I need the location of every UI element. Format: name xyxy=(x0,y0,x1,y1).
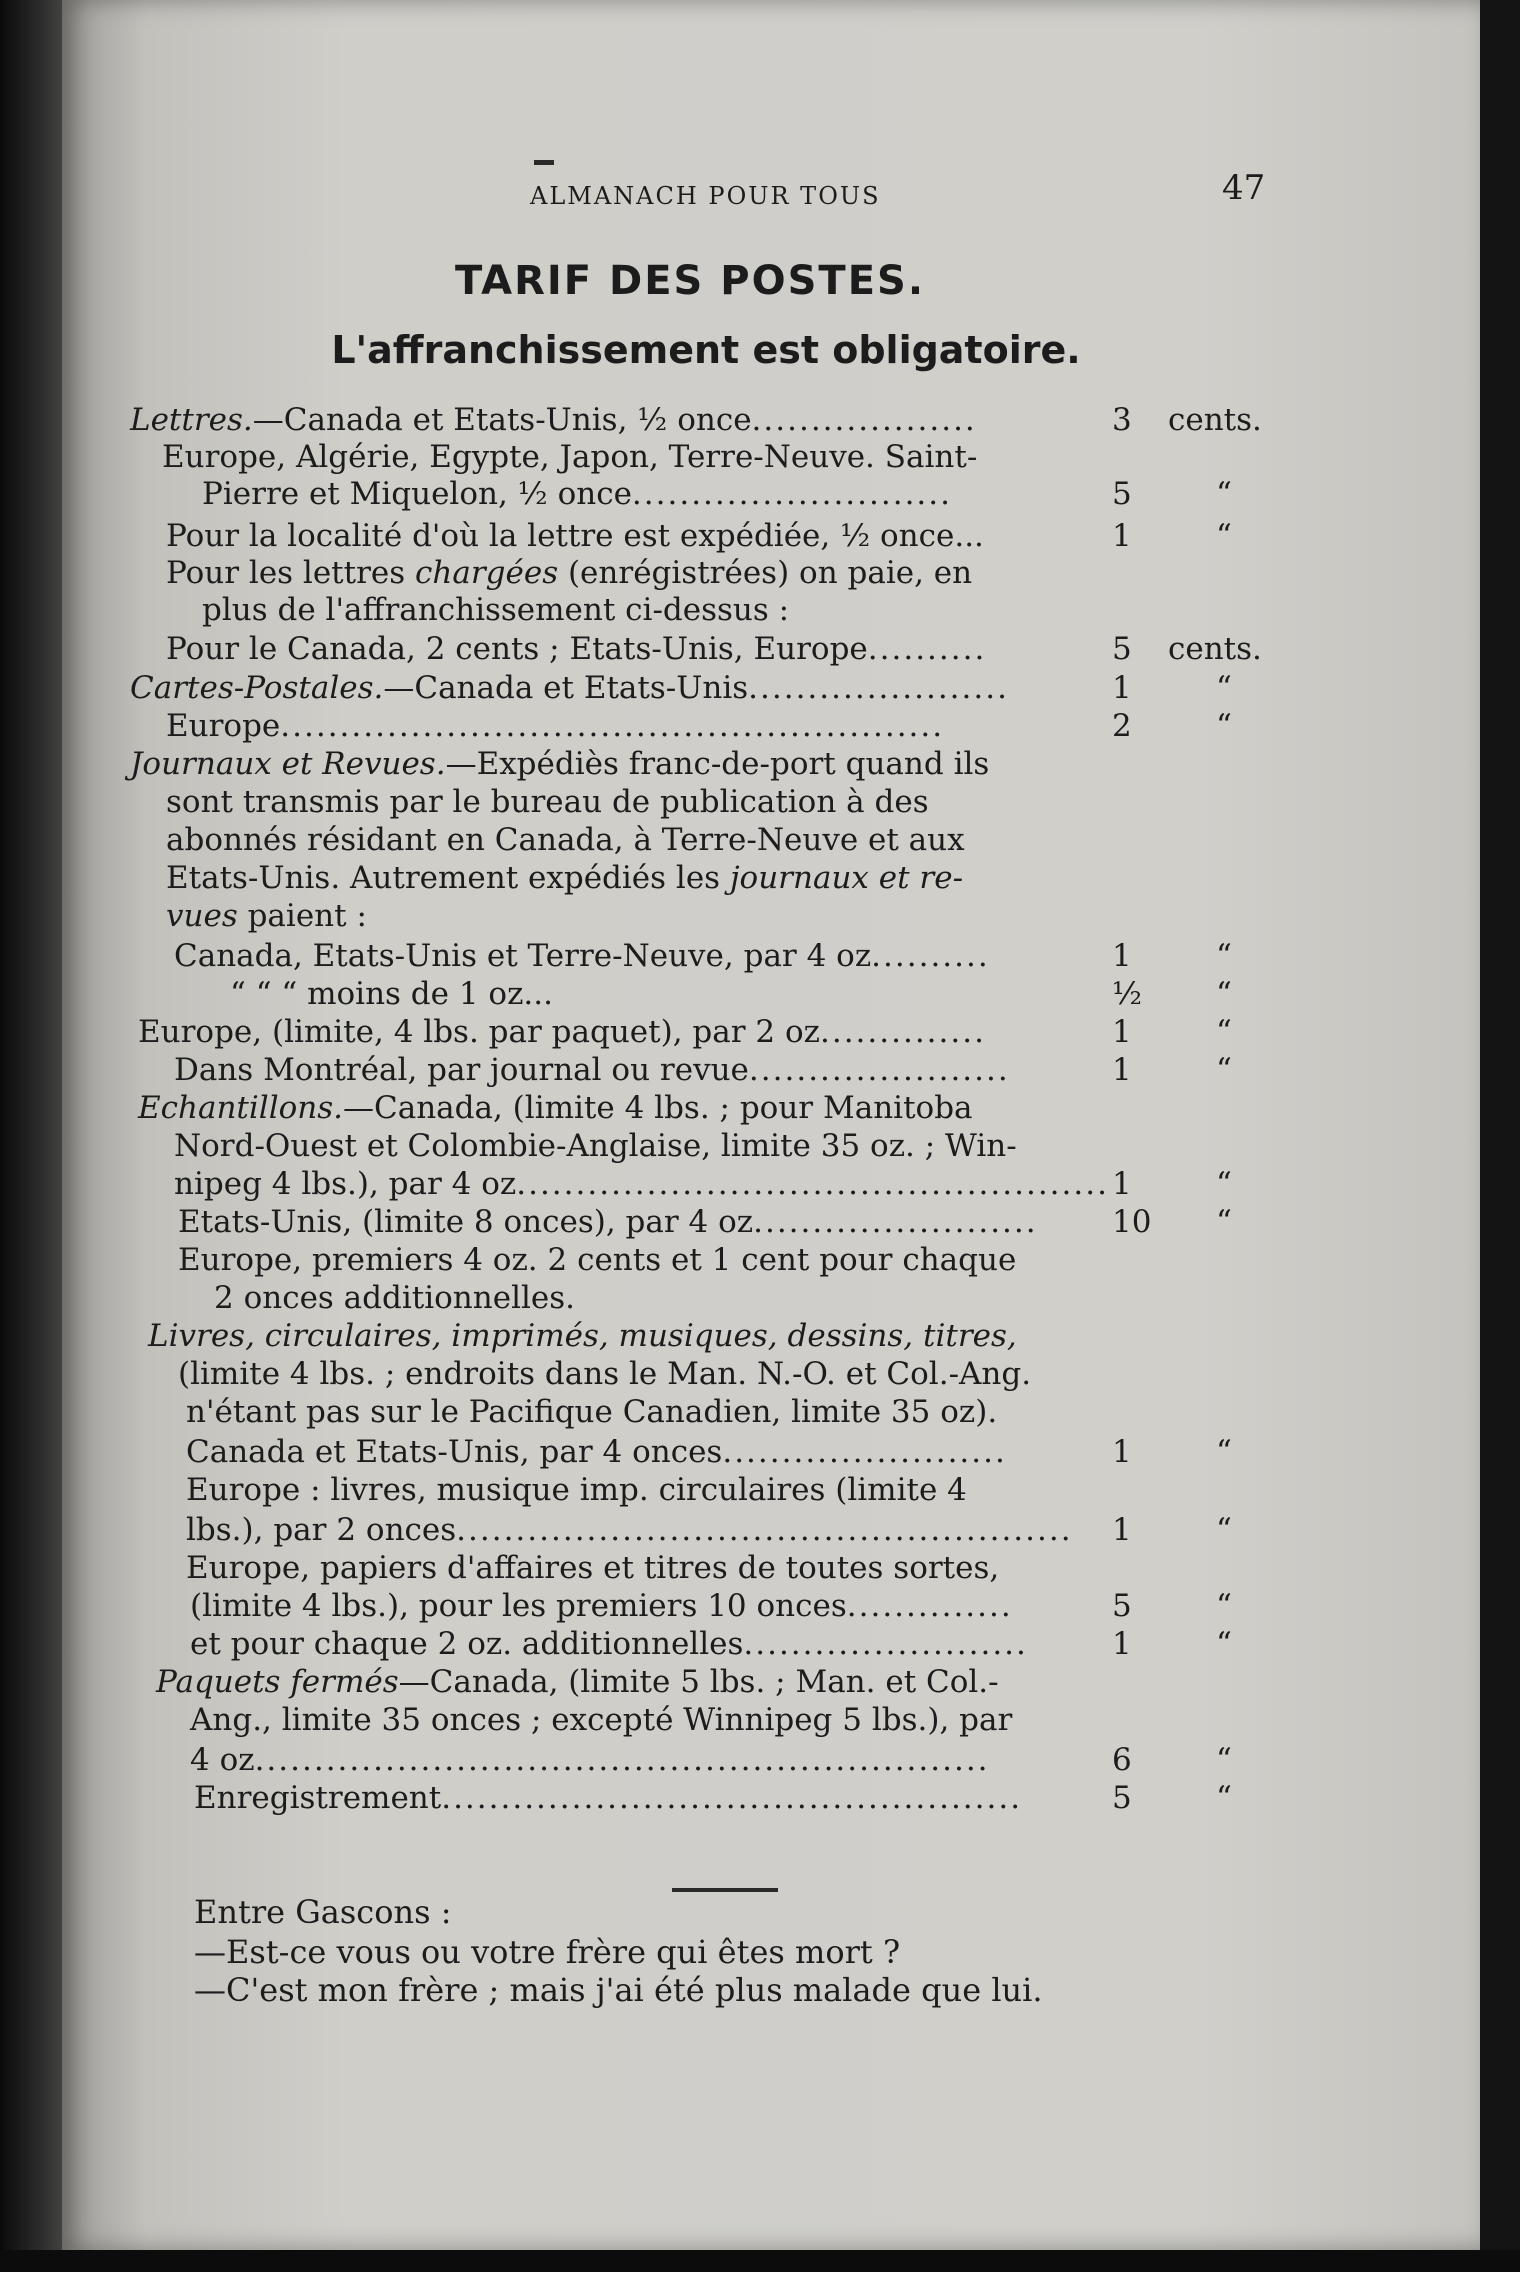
rate-value: 6 xyxy=(1112,1742,1132,1778)
anecdote-heading: Entre Gascons : xyxy=(194,1893,452,1931)
leader-dots: ........................ xyxy=(753,1204,1038,1240)
leader-dots: ...................... xyxy=(748,1052,1010,1088)
line-text: “ “ “ moins de 1 oz... xyxy=(230,976,553,1012)
line-text: Ang., limite 35 onces ; excepté Winnipeg 5 lbs.), par xyxy=(190,1702,1013,1738)
line-text: (enrégistrées) on paie, en xyxy=(558,555,973,591)
page-header xyxy=(90,160,1310,220)
scan-border-right xyxy=(1480,0,1520,2272)
rate-value: 10 xyxy=(1112,1204,1152,1240)
leader-dots: .............. xyxy=(846,1588,1013,1624)
line-text: Pour les lettres xyxy=(166,555,416,591)
line-text: nipeg 4 lbs.), par 4 oz xyxy=(174,1166,517,1202)
line-text: Europe, (limite, 4 lbs. par paquet), par 2 oz xyxy=(138,1014,820,1050)
line-text: Nord-Ouest et Colombie-Anglaise, limite 35 oz. ; Win- xyxy=(174,1128,1017,1164)
leader-dots: ................................................. xyxy=(441,1780,1023,1816)
rate-unit: “ xyxy=(1216,938,1232,974)
line-text: Canada et Etats-Unis, par 4 onces xyxy=(186,1434,723,1470)
leader-dots: .............................................................. xyxy=(254,1742,990,1778)
line-text: Pour la localité d'où la lettre est expédiée, ½ once... xyxy=(166,518,984,554)
rate-value: 5 xyxy=(1112,476,1132,512)
rate-value: 3 xyxy=(1112,402,1132,438)
italic-heading: Paquets fermés xyxy=(156,1664,399,1700)
leader-dots: .................................................. xyxy=(516,1166,1109,1202)
rate-value: 1 xyxy=(1112,1052,1132,1088)
page-title: TARIF DES POSTES. xyxy=(454,258,926,304)
italic-heading: Cartes-Postales. xyxy=(130,670,384,706)
tariff-line xyxy=(202,472,952,516)
line-text: sont transmis par le bureau de publication à des xyxy=(166,784,929,820)
rate-unit: “ xyxy=(1216,1014,1232,1050)
rate-unit: cents. xyxy=(1168,631,1262,667)
tariff-line xyxy=(186,1390,997,1434)
line-text: (limite 4 lbs. ; endroits dans le Man. N.-O. et Col.-Ang. xyxy=(178,1356,1032,1392)
line-text: Europe : livres, musique imp. circulaires (limite 4 xyxy=(186,1472,967,1508)
leader-dots: ................... xyxy=(751,402,977,438)
rate-value: 5 xyxy=(1112,1588,1132,1624)
rate-unit: “ xyxy=(1216,708,1232,744)
rate-value: 2 xyxy=(1112,708,1132,744)
line-text: (limite 4 lbs.), pour les premiers 10 onces xyxy=(190,1588,847,1624)
tariff-line xyxy=(166,894,367,938)
rate-value: 1 xyxy=(1112,1512,1132,1548)
rate-unit: “ xyxy=(1216,1742,1232,1778)
line-text: Pierre et Miquelon, ½ once xyxy=(202,476,632,512)
section-divider xyxy=(672,1888,778,1892)
line-text: Etats-Unis. Autrement expédiés les xyxy=(166,860,730,896)
leader-dots: ........................................................ xyxy=(280,708,945,744)
anecdote-line: —C'est mon frère ; mais j'ai été plus malade que lui. xyxy=(194,1971,1043,2009)
rate-unit: “ xyxy=(1216,1588,1232,1624)
rate-value: 1 xyxy=(1112,938,1132,974)
line-text: plus de l'affranchissement ci-dessus : xyxy=(202,592,790,628)
rate-unit: “ xyxy=(1216,670,1232,706)
line-text: n'étant pas sur le Pacifique Canadien, limite 35 oz). xyxy=(186,1394,998,1430)
line-text: Europe, papiers d'affaires et titres de toutes sortes, xyxy=(186,1550,1000,1586)
rate-unit: “ xyxy=(1216,518,1232,554)
rate-unit: “ xyxy=(1216,476,1232,512)
rate-unit: “ xyxy=(1216,1780,1232,1816)
leader-dots: ........................... xyxy=(631,476,952,512)
tariff-line xyxy=(190,1698,1012,1742)
rate-value: 1 xyxy=(1112,1434,1132,1470)
scan-border-bottom xyxy=(0,2250,1520,2272)
running-title: ALMANACH POUR TOUS xyxy=(530,182,881,210)
rate-unit: cents. xyxy=(1168,402,1262,438)
line-text: —Canada, (limite 4 lbs. ; pour Manitoba xyxy=(343,1090,973,1126)
line-text: Europe xyxy=(166,708,281,744)
line-text: abonnés résidant en Canada, à Terre-Neuve et aux xyxy=(166,822,965,858)
rate-value: 5 xyxy=(1112,631,1132,667)
italic-heading: journaux et re- xyxy=(729,860,964,896)
rate-unit: “ xyxy=(1216,1626,1232,1662)
leader-dots: .......... xyxy=(871,938,990,974)
leader-dots: ........................ xyxy=(743,1626,1028,1662)
line-text: —Canada et Etats-Unis xyxy=(383,670,749,706)
book-spine-shadow xyxy=(0,0,70,2272)
rate-value: 1 xyxy=(1112,1166,1132,1202)
italic-heading: Lettres. xyxy=(130,402,253,438)
line-text: Enregistrement xyxy=(194,1780,442,1816)
rate-value: ½ xyxy=(1112,976,1143,1012)
page-subtitle: L'affranchissement est obligatoire. xyxy=(331,328,1081,372)
rate-unit: “ xyxy=(1216,1166,1232,1202)
leader-dots: ...................... xyxy=(748,670,1009,706)
tariff-line xyxy=(194,1776,1022,1820)
leader-dots: .............. xyxy=(820,1014,986,1050)
line-text: —Expédiès franc-de-port quand ils xyxy=(445,746,990,782)
italic-heading: Livres, circulaires, imprimés, musiques, dessins, titres, xyxy=(148,1318,1017,1354)
rate-value: 1 xyxy=(1112,518,1132,554)
tariff-line xyxy=(166,627,986,671)
header-ornament xyxy=(534,160,554,165)
line-text: —Canada et Etats-Unis, ½ once xyxy=(252,402,752,438)
line-text: lbs.), par 2 onces xyxy=(186,1512,457,1548)
rate-value: 1 xyxy=(1112,1014,1132,1050)
rate-value: 5 xyxy=(1112,1780,1132,1816)
line-text: Etats-Unis, (limite 8 onces), par 4 oz xyxy=(178,1204,754,1240)
line-text: Dans Montréal, par journal ou revue xyxy=(174,1052,749,1088)
line-text: Canada, Etats-Unis et Terre-Neuve, par 4 oz xyxy=(174,938,872,974)
italic-heading: vues xyxy=(166,898,238,934)
line-text: paient : xyxy=(237,898,367,934)
rate-unit: “ xyxy=(1216,976,1232,1012)
line-text: 2 onces additionnelles. xyxy=(214,1280,576,1316)
italic-heading: Echantillons. xyxy=(138,1090,343,1126)
tariff-line xyxy=(202,588,789,632)
line-text: Europe, premiers 4 oz. 2 cents et 1 cent pour chaque xyxy=(178,1242,1017,1278)
rate-value: 1 xyxy=(1112,670,1132,706)
line-text: Pour le Canada, 2 cents ; Etats-Unis, Europe xyxy=(166,631,868,667)
anecdote-line: —Est-ce vous ou votre frère qui êtes mort ? xyxy=(194,1933,901,1971)
leader-dots: .................................................... xyxy=(456,1512,1073,1548)
rate-unit: “ xyxy=(1216,1512,1232,1548)
line-text: et pour chaque 2 oz. additionnelles xyxy=(190,1626,744,1662)
line-text: 4 oz xyxy=(190,1742,255,1778)
leader-dots: .......... xyxy=(867,631,987,667)
line-text: Europe, Algérie, Egypte, Japon, Terre-Neuve. Saint- xyxy=(162,439,978,475)
line-text: —Canada, (limite 5 lbs. ; Man. et Col.- xyxy=(398,1664,999,1700)
rate-unit: “ xyxy=(1216,1434,1232,1470)
rate-unit: “ xyxy=(1216,1204,1232,1240)
rate-value: 1 xyxy=(1112,1626,1132,1662)
italic-heading: Journaux et Revues. xyxy=(130,746,446,782)
rate-unit: “ xyxy=(1216,1052,1232,1088)
page-number: 47 xyxy=(1222,168,1266,208)
tariff-line xyxy=(186,1468,967,1512)
leader-dots: ........................ xyxy=(722,1434,1007,1470)
italic-heading: chargées xyxy=(415,555,559,591)
